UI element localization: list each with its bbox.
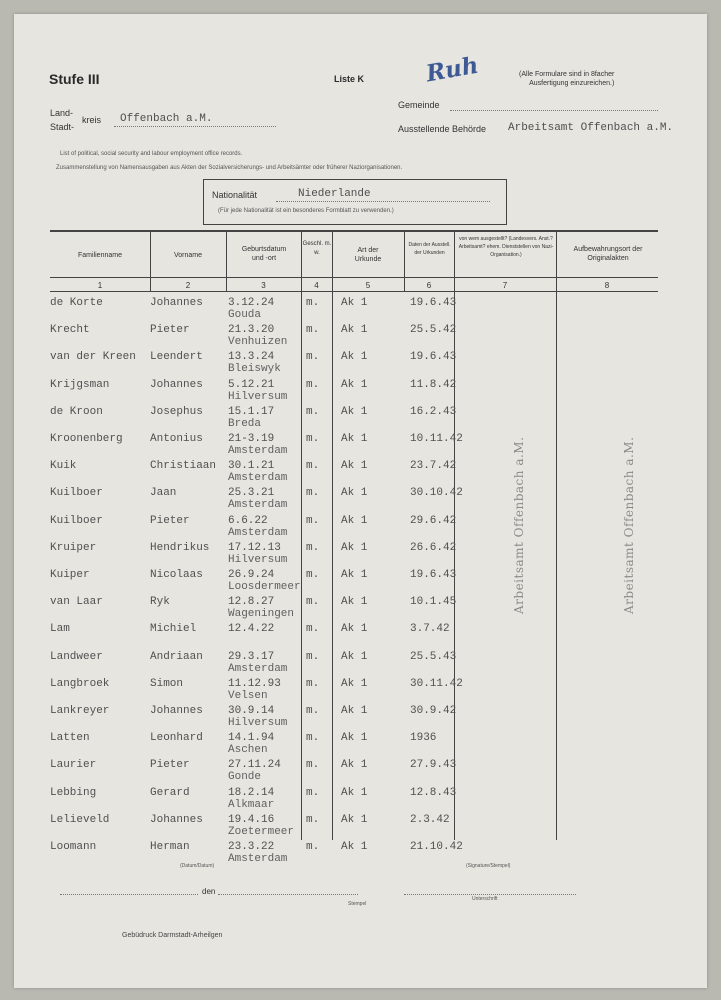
cell-geburtsdatum: 14.1.94 — [228, 732, 275, 745]
cell-geburtsort: Hilversum — [228, 717, 288, 729]
cell-geburtsdatum: 12.8.27 — [228, 596, 275, 609]
cell-datum: 30.10.42 — [410, 487, 463, 500]
col-header-familienname: Familienname — [78, 252, 122, 259]
cell-geschlecht: m. — [306, 378, 320, 391]
col-number-4: 4 — [314, 281, 319, 290]
cell-geschlecht: m. — [306, 487, 320, 500]
cell-geburtsort: Venhuizen — [228, 336, 288, 349]
nationality-note: (Für jede Nationalität ist ein besonderes Formblatt zu verwenden.) — [218, 208, 394, 214]
cell-geburtsdatum: 26.9.24 — [228, 569, 275, 581]
cell-vorname: Johannes — [150, 705, 203, 717]
cell-geburtsort: Alkmaar — [228, 798, 275, 811]
cell-geburtsort: Hilversum — [228, 390, 288, 403]
date-line — [218, 894, 358, 895]
cell-geburtsort: Gouda — [228, 309, 262, 321]
cell-geburtsdatum: 21.3.20 — [228, 324, 275, 337]
cell-familienname: Langbroek — [50, 677, 110, 690]
cell-geburtsort: Amsterdam — [228, 472, 288, 485]
cell-vorname: Johannes — [150, 297, 203, 309]
cell-art: Ak 1 — [341, 324, 368, 337]
cell-geburtsdatum: 18.2.14 — [228, 786, 275, 799]
cell-datum: 23.7.42 — [410, 460, 457, 473]
col-divider-6 — [454, 232, 455, 840]
cell-vorname: Hendrikus — [150, 541, 210, 554]
cell-art: Ak 1 — [341, 596, 368, 609]
cell-datum: 1936 — [410, 732, 437, 745]
behoerde-label: Ausstellende Behörde — [398, 124, 487, 134]
cell-geburtsdatum: 29.3.17 — [228, 650, 275, 663]
cell-familienname: Latten — [50, 732, 90, 745]
cell-datum: 30.11.42 — [410, 677, 463, 690]
cell-vorname: Ryk — [150, 596, 170, 609]
col-number-1: 1 — [97, 281, 103, 290]
cell-geschlecht: m. — [306, 514, 320, 527]
table-header-rule — [50, 277, 658, 278]
cell-geburtsdatum: 15.1.17 — [228, 405, 275, 418]
cell-geburtsdatum: 30.9.14 — [228, 705, 275, 717]
cell-art: Ak 1 — [341, 841, 368, 853]
col-number-5: 5 — [365, 281, 371, 290]
cell-datum: 30.9.42 — [410, 705, 457, 717]
cell-geschlecht: m. — [306, 623, 320, 636]
cell-art: Ak 1 — [341, 786, 368, 799]
cell-vorname: Jaan — [150, 487, 177, 500]
cell-geburtsdatum: 11.12.93 — [228, 677, 281, 690]
cell-geburtsort: Amsterdam — [228, 662, 288, 675]
cell-datum: 19.6.43 — [410, 351, 457, 364]
cell-geschlecht: m. — [306, 460, 320, 473]
cell-familienname: Lankreyer — [50, 705, 110, 717]
cell-vorname: Michiel — [150, 623, 197, 636]
col-divider-4 — [332, 232, 333, 840]
cell-datum: 27.9.43 — [410, 759, 457, 772]
land-label: Land- — [50, 108, 74, 118]
stamp-caption: Stempel — [348, 901, 367, 907]
cell-art: Ak 1 — [341, 813, 368, 826]
nationality-label: Nationalität — [212, 190, 258, 200]
cell-art: Ak 1 — [341, 297, 368, 309]
col-number-7: 7 — [502, 281, 508, 290]
cell-geburtsort: Zoetermeer — [228, 825, 295, 838]
table-top-rule — [50, 230, 658, 232]
date-caption: (Datum/Datum) — [180, 863, 215, 869]
cell-geschlecht: m. — [306, 405, 320, 418]
cell-geburtsdatum: 23.3.22 — [228, 841, 275, 853]
nationality-line — [276, 201, 490, 202]
cell-art: Ak 1 — [341, 759, 368, 772]
cell-geburtsort: Amsterdam — [228, 499, 288, 512]
cell-familienname: Lelieveld — [50, 813, 110, 826]
cell-datum: 16.2.43 — [410, 405, 457, 418]
cell-geschlecht: m. — [306, 813, 320, 826]
cell-art: Ak 1 — [341, 677, 368, 690]
cell-vorname: Pieter — [150, 514, 190, 527]
cell-geburtsdatum: 21-3.19 — [228, 433, 275, 445]
col-number-3: 3 — [261, 281, 266, 290]
copies-note-line2: Ausfertigung einzureichen.) — [529, 80, 615, 87]
cell-vorname: Pieter — [150, 759, 190, 772]
cell-art: Ak 1 — [341, 487, 368, 500]
cell-familienname: Krijgsman — [50, 378, 110, 391]
signature-caption-label: Unterschrift — [472, 896, 498, 902]
cell-vorname: Johannes — [150, 813, 203, 826]
cell-geburtsdatum: 17.12.13 — [228, 541, 281, 554]
col-header-geburt: Geburtsdatum und -ort — [241, 246, 287, 262]
cell-familienname: de Kroon — [50, 405, 103, 418]
cell-datum: 2.3.42 — [410, 813, 450, 826]
cell-familienname: Kuilboer — [50, 514, 103, 527]
cell-geburtsdatum: 19.4.16 — [228, 813, 275, 826]
cell-vorname: Nicolaas — [150, 569, 203, 581]
handwritten-mark: Ruh — [424, 51, 481, 88]
gemeinde-label: Gemeinde — [398, 100, 440, 110]
cell-familienname: Kuik — [50, 460, 77, 473]
kreis-value: Offenbach a.M. — [120, 113, 213, 125]
cell-geburtsort: Breda — [228, 417, 262, 430]
cell-geschlecht: m. — [306, 732, 320, 745]
cell-geburtsdatum: 30.1.21 — [228, 460, 275, 473]
cell-datum: 10.1.45 — [410, 596, 457, 609]
col-number-8: 8 — [604, 281, 610, 290]
col-number-6: 6 — [426, 281, 432, 290]
cell-datum: 26.6.42 — [410, 541, 457, 554]
cell-familienname: Kroonenberg — [50, 433, 123, 445]
cell-geschlecht: m. — [306, 596, 320, 609]
cell-datum: 25.5.43 — [410, 650, 457, 663]
cell-datum: 25.5.42 — [410, 324, 457, 337]
cell-familienname: Kruiper — [50, 541, 97, 554]
cell-vorname: Gerard — [150, 786, 190, 799]
col-header-vorname: Vorname — [173, 252, 203, 259]
cell-vorname: Pieter — [150, 324, 190, 337]
cell-art: Ak 1 — [341, 650, 368, 663]
cell-familienname: van der Kreen — [50, 351, 136, 364]
cell-geburtsdatum: 5.12.21 — [228, 378, 275, 391]
form-stage-title: Stufe III — [49, 71, 100, 87]
cell-art: Ak 1 — [341, 541, 368, 554]
cell-familienname: van Laar — [50, 596, 103, 609]
col-number-2: 2 — [185, 281, 191, 290]
kreis-label: kreis — [82, 115, 102, 125]
cell-art: Ak 1 — [341, 705, 368, 717]
cell-art: Ak 1 — [341, 569, 368, 581]
cell-geschlecht: m. — [306, 705, 320, 717]
cell-geschlecht: m. — [306, 433, 320, 445]
cell-vorname: Leendert — [150, 351, 203, 364]
col-header-art: Art der Urkunde — [354, 247, 382, 263]
cell-vorname: Josephus — [150, 405, 203, 418]
cell-familienname: Kuiper — [50, 569, 90, 581]
cell-art: Ak 1 — [341, 433, 368, 445]
place-line — [60, 894, 198, 895]
col-header-daten: Daten der Ausstell. der Urkunden — [408, 242, 451, 256]
cell-familienname: Loomann — [50, 841, 97, 853]
behoerde-value: Arbeitsamt Offenbach a.M. — [508, 122, 674, 134]
cell-geschlecht: m. — [306, 786, 320, 799]
cell-art: Ak 1 — [341, 460, 368, 473]
cell-art: Ak 1 — [341, 378, 368, 391]
cell-datum: 3.7.42 — [410, 623, 450, 636]
cell-datum: 19.6.43 — [410, 297, 457, 309]
col-divider-7 — [556, 232, 557, 840]
cell-geburtsort: Amsterdam — [228, 526, 288, 539]
cell-geschlecht: m. — [306, 324, 320, 337]
copies-note — [519, 70, 614, 88]
cell-geburtsort: Amsterdam — [228, 853, 288, 865]
cell-geschlecht: m. — [306, 297, 320, 309]
cell-geburtsort: Bleiswyk — [228, 363, 281, 376]
cell-familienname: de Korte — [50, 297, 103, 309]
cell-art: Ak 1 — [341, 514, 368, 527]
office-stamp-col8: Arbeitsamt Offenbach a.M. — [622, 436, 636, 614]
cell-geschlecht: m. — [306, 650, 320, 663]
cell-datum: 21.10.42 — [410, 841, 463, 853]
list-label: Liste K — [334, 74, 365, 84]
nationality-box — [203, 179, 507, 225]
cell-geschlecht: m. — [306, 541, 320, 554]
cell-familienname: Kuilboer — [50, 487, 103, 500]
cell-art: Ak 1 — [341, 351, 368, 364]
kreis-line — [114, 126, 276, 127]
cell-vorname: Herman — [150, 841, 190, 853]
stadt-label: Stadt- — [50, 122, 75, 132]
cell-vorname: Leonhard — [150, 732, 203, 745]
col-header-aufbewahrung: Aufbewahrungsort der Originalakten — [573, 246, 643, 262]
signature-caption: (Signature/Stempel) — [466, 863, 511, 869]
cell-geburtsort: Wageningen — [228, 608, 295, 621]
printer-imprint: Gebüdruck Darmstadt-Arheilgen — [122, 932, 223, 939]
cell-geburtsdatum: 27.11.24 — [228, 759, 281, 772]
cell-geburtsort: Loosdermeer — [228, 581, 301, 593]
cell-geschlecht: m. — [306, 677, 320, 690]
cell-vorname: Antonius — [150, 433, 203, 445]
cell-datum: 12.8.43 — [410, 786, 457, 799]
cell-vorname: Christiaan — [150, 460, 217, 473]
col-divider-3 — [301, 232, 302, 840]
cell-geschlecht: m. — [306, 351, 320, 364]
cell-geschlecht: m. — [306, 759, 320, 772]
document-page — [14, 14, 707, 988]
cell-art: Ak 1 — [341, 623, 368, 636]
cell-familienname: Landweer — [50, 650, 103, 663]
cell-familienname: Laurier — [50, 759, 97, 772]
gemeinde-line — [450, 110, 658, 111]
cell-datum: 10.11.42 — [410, 433, 463, 445]
cell-geburtsort: Velsen — [228, 689, 268, 702]
cell-geburtsort: Gonde — [228, 771, 262, 784]
cell-art: Ak 1 — [341, 405, 368, 418]
cell-geburtsdatum: 12.4.22 — [228, 623, 275, 636]
office-stamp-col7: Arbeitsamt Offenbach a.M. — [512, 436, 526, 614]
cell-geburtsort: Aschen — [228, 744, 268, 757]
cell-familienname: Krecht — [50, 324, 90, 337]
cell-datum: 11.8.42 — [410, 378, 457, 391]
cell-vorname: Andriaan — [150, 650, 203, 663]
cell-geburtsdatum: 6.6.22 — [228, 514, 268, 527]
cell-geburtsdatum: 13.3.24 — [228, 351, 275, 364]
cell-art: Ak 1 — [341, 732, 368, 745]
col-header-geschlecht: Geschl. m. w. — [302, 241, 332, 256]
cell-geburtsdatum: 3.12.24 — [228, 297, 275, 309]
cell-familienname: Lebbing — [50, 786, 97, 799]
nationality-value: Niederlande — [298, 188, 371, 200]
cell-vorname: Johannes — [150, 378, 203, 391]
description-german: Zusammenstellung von Namensausgaben aus Akten der Sozialversicherungs- und Arbeitsämter oder früherer Naziorganisationen. — [56, 165, 403, 171]
signature-line — [404, 894, 576, 895]
cell-geburtsort: Hilversum — [228, 553, 288, 566]
cell-datum: 19.6.43 — [410, 569, 457, 581]
cell-geschlecht: m. — [306, 841, 320, 853]
cell-datum: 29.6.42 — [410, 514, 457, 527]
col-header-aussteller: von wem ausgestellt? (Landesvers. Anst.? Arbeitsamt? ehem. Dienststellen von Nazi-Organisation.) — [458, 236, 554, 258]
cell-geschlecht: m. — [306, 569, 320, 581]
cell-vorname: Simon — [150, 677, 184, 690]
copies-note-line1: (Alle Formulare sind in 8facher — [519, 71, 615, 78]
cell-familienname: Lam — [50, 623, 70, 636]
den-label: den — [202, 887, 216, 896]
table-number-rule — [50, 291, 658, 292]
cell-geburtsdatum: 25.3.21 — [228, 487, 275, 500]
description-english: List of political, social security and labour employment office records. — [60, 151, 243, 157]
cell-geburtsort: Amsterdam — [228, 445, 288, 457]
